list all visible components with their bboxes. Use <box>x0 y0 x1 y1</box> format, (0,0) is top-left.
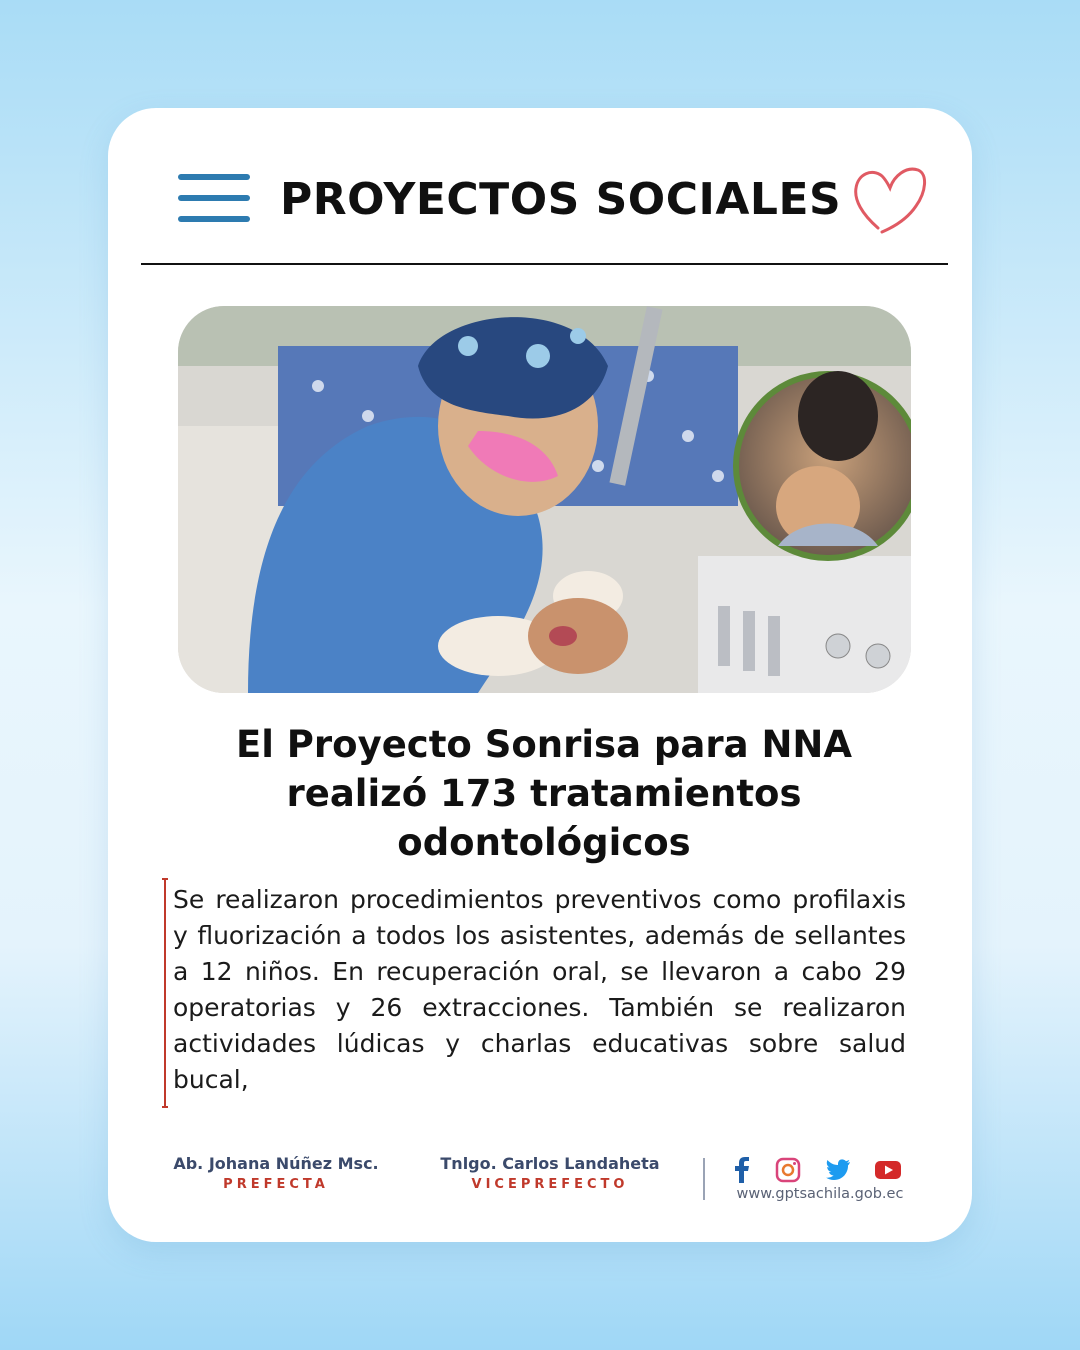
post-card <box>108 108 972 1242</box>
section-title: PROYECTOS SOCIALES <box>280 174 842 225</box>
signatory-name: Tnlgo. Carlos Landaheta <box>440 1154 660 1173</box>
youtube-icon[interactable] <box>874 1156 902 1184</box>
social-links <box>728 1156 918 1184</box>
facebook-icon[interactable] <box>728 1156 756 1184</box>
signatory-role: PREFECTA <box>223 1177 329 1192</box>
twitter-icon[interactable] <box>824 1156 852 1184</box>
heart-outline-icon <box>852 162 928 234</box>
signatory-prefecta <box>166 1154 386 1192</box>
instagram-icon[interactable] <box>774 1156 802 1184</box>
article-headline: El Proyecto Sonrisa para NNA realizó 173 tratamientos odontológicos <box>235 723 853 864</box>
dental-treatment-photo <box>178 306 911 693</box>
signatory-name: Ab. Johana Núñez Msc. <box>173 1154 379 1173</box>
signatory-role: VICEPREFECTO <box>471 1177 629 1192</box>
hamburger-menu-icon[interactable] <box>178 172 250 224</box>
article-body: Se realizaron procedimientos preventivos como profilaxis y fluorización a todos los asistentes, además de sellantes a 12 niños. En recuperación oral, se llevaron a cabo 29 operatorias y 26 extracciones. También se realizaron actividades lúdicas y charlas educativas sobre salud bucal, <box>173 885 906 1094</box>
header-divider <box>141 263 948 265</box>
signatory-viceprefecto <box>434 1154 666 1192</box>
quote-bar <box>162 878 168 1108</box>
website-link[interactable]: www.gptsachila.gob.ec <box>736 1186 904 1202</box>
footer-separator <box>703 1158 705 1200</box>
